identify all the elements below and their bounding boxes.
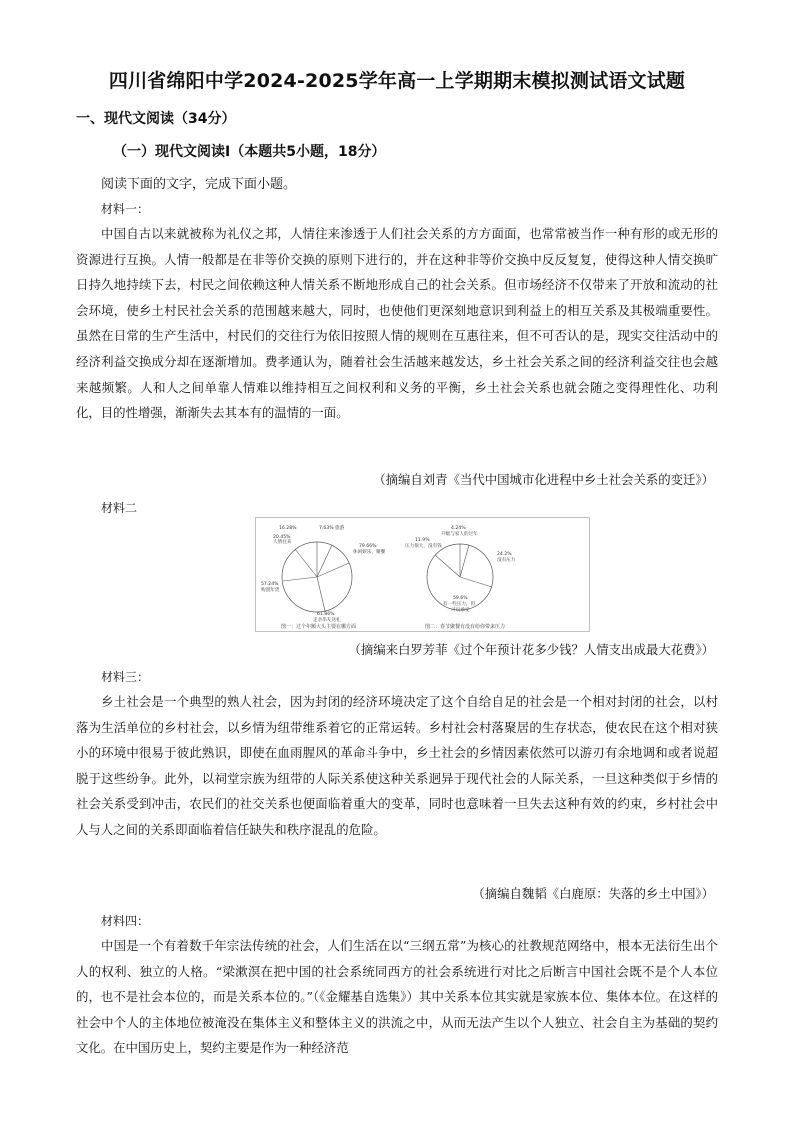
pie1-caption: 图一：过个年额大头主要在哪方面 — [281, 624, 357, 630]
pie1-label: 7.63% 旅游 — [319, 526, 345, 531]
material3-label: 材料三： — [101, 670, 150, 684]
pie2-slice-line — [460, 577, 492, 587]
pie-chart-2 — [405, 525, 516, 630]
section-heading: 一、现代文阅读（34分） — [76, 111, 236, 127]
pie1-label: 16.28% — [279, 526, 297, 531]
pie2-slice-line — [435, 555, 460, 577]
pie1-label: 人情往来 — [273, 540, 292, 545]
material4-text: 中国是一个有着数千年宗法传统的社会，人们生活在以“三纲五常”为核心的社教规范网络中，根本无法衍生出个人的权利、独立的人格。“梁漱溟在把中国的社会系统同西方的社会系统进行对比之后断言中国社会既不是个人本位的，也不是社会本位的，而是关系本位的。”（《金耀基自选集》）其中关系本位其实就是家族本位、集体本位。在这样的社会中个人的主体地位被淹没在集体主义和整体主义的洪流之中，从而无法产生以个人独立、社会自主为基础的契约文化。在中国历史上，契约主要是作为一种经济范 — [76, 938, 718, 1056]
pie1-label: 61.86% — [317, 612, 335, 617]
pie-chart-1 — [261, 524, 386, 630]
pie1-label: 走亲串友送礼 — [313, 618, 341, 623]
pie2-label: 压力很大，没有钱 — [405, 544, 442, 549]
pie1-slice-line — [317, 563, 349, 577]
pie1-label: 57.24% — [261, 582, 279, 587]
pie2-label: 升级与家人的过年 — [441, 532, 478, 537]
pie1-label: 20.45% — [273, 535, 291, 540]
subsection-heading: （一）现代文阅读Ⅰ（本题共5小题，18分） — [113, 144, 386, 160]
pie2-label: 59.6% — [453, 596, 468, 601]
material4-label: 材料四： — [101, 914, 150, 928]
pie1-slice-line — [283, 577, 317, 581]
pie1-label: 购置年货 — [261, 588, 280, 593]
pie1-label: 79.66% — [359, 544, 377, 549]
pie2-label: 11.9% — [415, 538, 430, 543]
material2-label: 材料二 — [101, 501, 138, 515]
material3-text: 乡土社会是一个典型的熟人社会，因为封闭的经济环境决定了这个自给自足的社会是一个相对封闭的社会，以村落为生活单位的乡村社会，以乡情为纽带维系着它的正常运转。乡村社会村落聚居的生存状态，使农民在这个相对狭小的环境中很易于彼此熟识，即使在血雨腥风的革命斗争中，乡土社会的乡情因素依然可以游刃有余地调和或者说超脱于这些纷争。此外，以祠堂宗族为纽带的人际关系使这种关系迥异于现代社会的人际关系，一旦这种类似于乡情的社会关系受到冲击，农民们的社交关系也便面临着重大的变革，同时也意味着一旦失去这种有效的约束，乡村社会中人与人之间的关系即面临着信任缺失和秩序混乱的危险。 — [76, 694, 718, 837]
pie2-label: 可以承受 — [451, 608, 470, 613]
material1-label: 材料一： — [101, 202, 150, 216]
pie1-slice-line — [295, 549, 317, 577]
pie2-label: 没有压力 — [497, 558, 516, 563]
material2-pie-charts — [255, 517, 590, 632]
pie2-label: 有一些压力，但 — [443, 602, 476, 607]
pie1-label: 休闲娱乐、聚餐 — [353, 550, 386, 555]
page-title: 四川省绵阳中学2024-2025学年高一上学期期末模拟测试语文试题 — [108, 70, 686, 92]
material1-text: 中国自古以来就被称为礼仪之邦，人情往来渗透于人们社会关系的方方面面，也常常被当作一种有形的或无形的资源进行互换。人情一般都是在非等价交换的原则下进行的，并在这种非等价交换中反反复复，使得这种人情交换旷日持久地持续下去，村民之间依赖这种人情关系不断地形成自己的社会关系。但市场经济不仅带来了开放和流动的社会环境，使乡土村民社会关系的范围越来越大，同时，也使他们更深刻地意识到利益上的相互关系及其极端重要性。虽然在日常的生产生活中，村民们的交往行为依旧按照人情的规则在互惠往来，但不可否认的是，现实交往活动中的经济利益交换成分却在逐渐增加。费孝通认为，随着社会生活越来越发达，乡土社会关系之间的经济利益交往也会越来越频繁。人和人之间单靠人情难以维持相互之间权利和义务的平衡，乡土社会关系也就会随之变得理性化、功利化，目的性增强，渐渐失去其本有的温情的一面。 — [76, 226, 718, 421]
pie2-label: 4.24% — [451, 526, 466, 531]
material3-source: （摘编自魏韬《白鹿原：失落的乡土中国》） — [472, 886, 714, 901]
material1-source: （摘编自刘青《当代中国城市化进程中乡土社会关系的变迁》） — [373, 472, 714, 487]
pie1-slice-line — [317, 577, 325, 611]
pie2-caption: 图二：春节聚餐有没有给你带来压力 — [425, 624, 506, 630]
material2-source: （摘编来白罗芳菲《过个年预计花多少钱？人情支出成最大花费》） — [348, 642, 714, 657]
pie2-slice-line — [460, 545, 469, 577]
instruction-text: 阅读下面的文字，完成下面小题。 — [101, 177, 297, 192]
pie2-label: 24.2% — [497, 552, 512, 557]
pie1-slice-line — [317, 545, 332, 577]
